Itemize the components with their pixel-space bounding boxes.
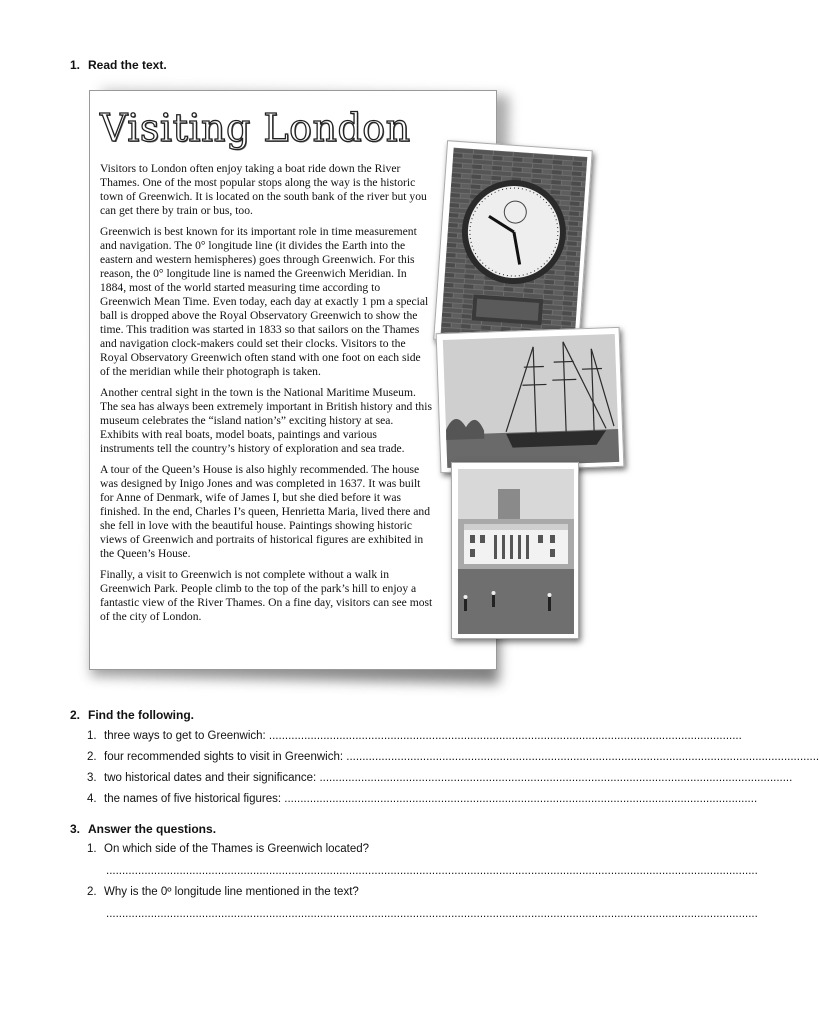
section-number: 3. [70, 822, 81, 836]
item-text: three ways to get to Greenwich: [104, 730, 266, 742]
answer-line[interactable]: .................................................................................................................................................... [284, 793, 758, 805]
item-text: two historical dates and their significance: [104, 772, 317, 784]
section-title: Answer the questions. [88, 822, 217, 836]
article-paragraph: A tour of the Queen’s House is also highly recommended. The house was designed by Inigo Jones and was completed in 1637. It was built for Anne of Denmark, wife of James I, but she died before it was finished. In the end, Charles I’s queen, Henrietta Maria, lived there and she fell in love with the beautiful house. Paintings showing historic views of Greenwich and portraits of historical figures are exhibited in the Queen’s House. [100, 463, 430, 560]
answer-line[interactable]: .................................................................................................................................................... [268, 730, 742, 742]
question-item [87, 886, 359, 898]
ship-photo [436, 327, 625, 473]
section-number: 1. [70, 58, 81, 72]
find-item [87, 751, 819, 763]
item-number: 4. [87, 793, 97, 805]
answer-line[interactable]: .................................................................................................................................................... [319, 772, 793, 784]
section-number: 2. [70, 708, 81, 722]
item-text: the names of five historical figures: [104, 793, 282, 805]
article-paragraph: Finally, a visit to Greenwich is not complete without a walk in Greenwich Park. People climb to the top of the park’s hill to enjoy a fantastic view of the River Thames. On a fine day, visitors can see most of the city of London. [100, 568, 433, 623]
item-number: 3. [87, 772, 97, 784]
answer-line[interactable]: .................................................................................................................................................... [346, 751, 819, 763]
section-title: Read the text. [88, 58, 167, 72]
item-text: On which side of the Thames is Greenwich located? [104, 843, 370, 855]
item-text: Why is the 0º longitude line mentioned in the text? [104, 886, 359, 898]
item-text: four recommended sights to visit in Greenwich: [104, 751, 344, 763]
question-item [87, 843, 369, 855]
article-paragraph: Visitors to London often enjoy taking a boat ride down the River Thames. One of the most popular stops along the way is the historic town of Greenwich. It is located on the south bank of the river but you can get there by train or bus, too. [100, 162, 427, 217]
article-title: Visiting London [100, 106, 411, 150]
item-number: 1. [87, 843, 97, 855]
article-body [100, 162, 433, 631]
find-item [87, 772, 793, 784]
find-item [87, 793, 758, 805]
section-2-heading [70, 708, 194, 722]
section-title: Find the following. [88, 708, 194, 722]
article-paragraph: Another central sight in the town is the National Maritime Museum. The sea has always been extremely important in British history and this museum celebrates the “island nation’s” exciting history at sea. Exhibits with real boats, model boats, paintings and various instruments tell the country’s history of exploration and sea trade. [100, 386, 432, 455]
item-number: 1. [87, 730, 97, 742]
item-number: 2. [87, 886, 97, 898]
clock-photo [433, 140, 593, 350]
section-3-heading [70, 822, 216, 836]
find-item [87, 730, 742, 742]
answer-line[interactable]: ............................................................................................................................................................................................................ [106, 865, 758, 877]
article-paragraph: Greenwich is best known for its important role in time measurement and navigation. The 0° longitude line (it divides the Earth into the eastern and western hemispheres) goes through Greenwich. For this reason, the 0° longitude line is named the Greenwich Meridian. In 1884, most of the world started measuring time according to Greenwich Mean Time. Even today, each day at exactly 1 pm a special ball is dropped above the Royal Observatory Greenwich to show the time. This tradition was started in 1833 so that sailors on the Thames and navigation clock-makers could set their clocks. Visitors to the Royal Observatory Greenwich often stand with one foot on each side of the meridian while their photograph is taken. [100, 225, 429, 378]
queens-house-photo [451, 462, 579, 639]
section-1-heading [70, 58, 167, 72]
answer-line[interactable]: ............................................................................................................................................................................................................ [106, 908, 758, 920]
item-number: 2. [87, 751, 97, 763]
